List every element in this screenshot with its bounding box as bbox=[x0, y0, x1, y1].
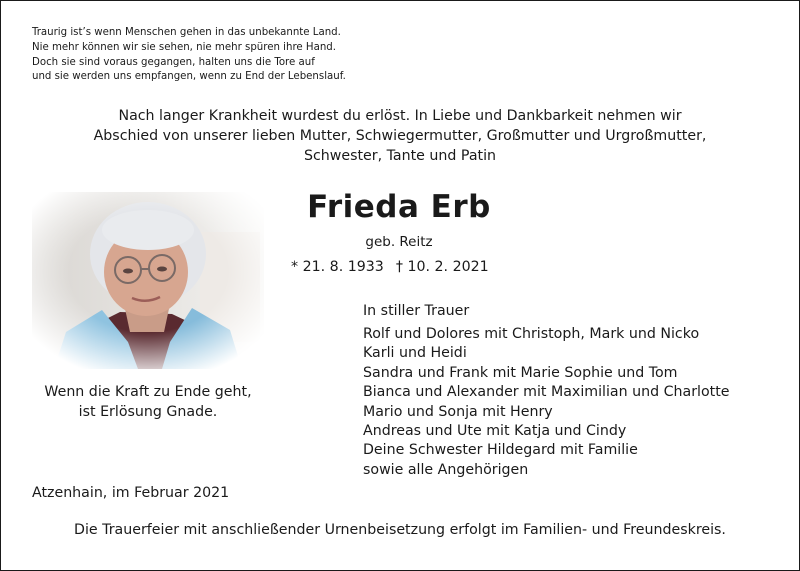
mourner-entry: sowie alle Angehörigen bbox=[363, 461, 529, 478]
death-date: † 10. 2. 2021 bbox=[395, 259, 489, 275]
mourner-entry: Sandra und Frank mit Marie Sophie und Tom bbox=[363, 364, 678, 381]
quote-line: Wenn die Kraft zu Ende geht, bbox=[44, 384, 252, 400]
intro-line: Abschied von unserer lieben Mutter, Schwiegermutter, Großmutter und Urgroßmutter, bbox=[93, 128, 707, 144]
maiden-name: geb. Reitz bbox=[365, 234, 433, 250]
funeral-notice: Die Trauerfeier mit anschließender Urnenbeisetzung erfolgt im Familien- und Freundeskreis. bbox=[74, 522, 726, 538]
poem-line: Doch sie sind voraus gegangen, halten uns die Tore auf bbox=[32, 56, 315, 68]
portrait-photo bbox=[32, 192, 264, 369]
quote-line: ist Erlösung Gnade. bbox=[78, 403, 218, 420]
mourning-label: In stiller Trauer bbox=[363, 303, 470, 319]
poem-line: Nie mehr können wir sie sehen, nie mehr spüren ihre Hand. bbox=[32, 41, 336, 53]
poem bbox=[32, 26, 432, 85]
poem-line: Traurig ist’s wenn Menschen gehen in das unbekannte Land. bbox=[32, 27, 341, 38]
life-dates bbox=[291, 259, 521, 275]
mourner-entry: Deine Schwester Hildegard mit Familie bbox=[363, 442, 638, 459]
intro-line: Nach langer Krankheit wurdest du erlöst. In Liebe und Dankbarkeit nehmen wir bbox=[118, 108, 682, 124]
mourner-entry: Bianca und Alexander mit Maximilian und Charlotte bbox=[363, 384, 730, 401]
deceased-name: Frieda Erb bbox=[307, 189, 491, 225]
intro-text bbox=[1, 106, 799, 166]
poem-line: und sie werden uns empfangen, wenn zu End der Lebenslauf. bbox=[32, 71, 346, 83]
birth-date: * 21. 8. 1933 bbox=[291, 259, 384, 275]
mourner-entry: Karli und Heidi bbox=[363, 345, 467, 362]
mourner-entry: Andreas und Ute mit Katja und Cindy bbox=[363, 423, 627, 440]
mourner-list bbox=[363, 325, 730, 480]
mourner-entry: Rolf und Dolores mit Christoph, Mark und Nicko bbox=[363, 326, 700, 342]
quote bbox=[1, 383, 295, 422]
intro-line: Schwester, Tante und Patin bbox=[303, 148, 497, 164]
mourner-entry: Mario und Sonja mit Henry bbox=[363, 403, 553, 420]
place-date: Atzenhain, im Februar 2021 bbox=[32, 485, 230, 501]
